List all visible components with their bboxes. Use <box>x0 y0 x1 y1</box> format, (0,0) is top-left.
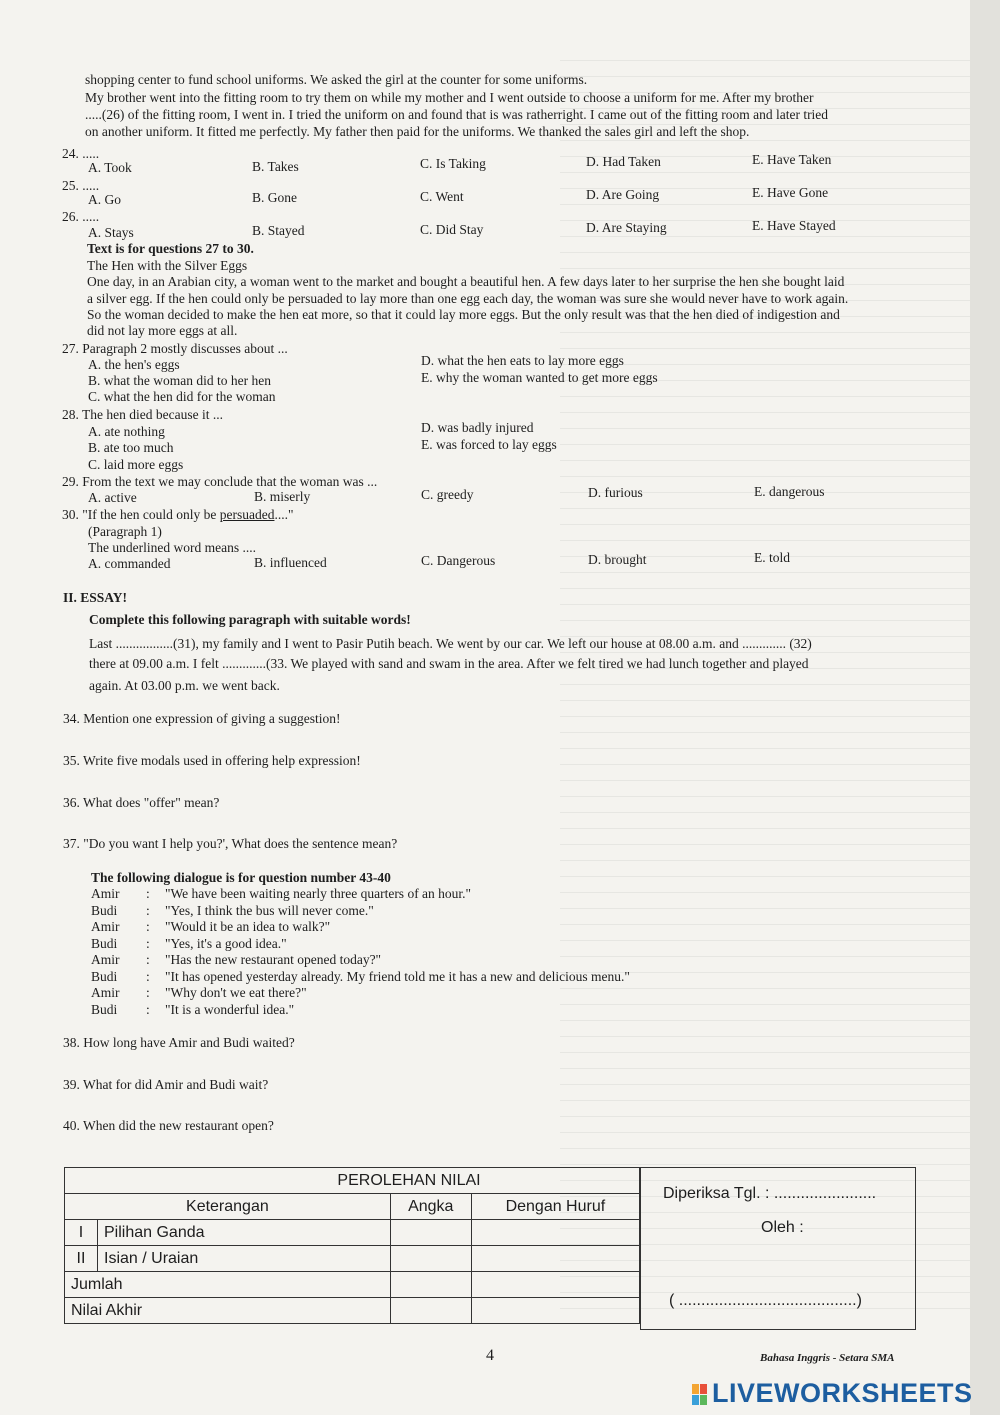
option-e[interactable]: E. told <box>754 550 790 565</box>
header-angka: Angka <box>390 1194 471 1220</box>
score-cell-huruf[interactable] <box>471 1298 639 1324</box>
option-d[interactable]: D. Are Going <box>586 187 660 202</box>
option-a[interactable]: A. active <box>88 490 137 505</box>
option-b[interactable]: B. Stayed <box>252 223 305 238</box>
checked-date[interactable]: Diperiksa Tgl. : ....................... <box>663 1185 877 1202</box>
option-d[interactable]: D. Had Taken <box>586 154 661 169</box>
option-b[interactable]: B. ate too much <box>88 440 174 455</box>
dialogue-line: "Yes, it's a good idea." <box>165 936 287 951</box>
row-label: Isian / Uraian <box>98 1246 391 1272</box>
passage-line: shopping center to fund school uniforms. We asked the girl at the counter for some uniforms. <box>85 72 588 87</box>
dialogue-line: "Why don't we eat there?" <box>165 985 307 1000</box>
speaker-name: Amir <box>91 985 120 1000</box>
story-line: One day, in an Arabian city, a woman went to the market and bought a beautiful hen. A few days later to her surprise the hen she bought laid <box>87 274 845 289</box>
story-line: did not lay more eggs at all. <box>87 323 238 338</box>
speaker-colon: : <box>146 969 150 984</box>
essay-paragraph-line[interactable]: Last .................(31), my family and I went to Pasir Putih beach. We went by our car. We left our house at 08.00 a.m. and ............. (32) <box>89 636 812 651</box>
story-title: The Hen with the Silver Eggs <box>87 258 248 273</box>
option-d[interactable]: D. was badly injured <box>421 420 534 435</box>
score-table <box>64 1167 640 1324</box>
story-line: a silver egg. If the hen could only be persuaded to lay more than one egg each day, the woman was sure she would never have to work again. <box>87 291 849 306</box>
dialogue-line: "It has opened yesterday already. My friend told me it has a new and delicious menu." <box>165 969 630 984</box>
essay-paragraph-line[interactable]: there at 09.00 a.m. I felt .............(33. We played with sand and swam in the area. After we felt tired we had lunch together and played <box>89 656 809 671</box>
speaker-colon: : <box>146 985 150 1000</box>
option-c[interactable]: C. what the hen did for the woman <box>88 389 276 404</box>
option-a[interactable]: A. ate nothing <box>88 424 165 439</box>
row-number: I <box>65 1220 98 1246</box>
essay-question: 39. What for did Amir and Budi wait? <box>63 1077 269 1092</box>
question-stem: 29. From the text we may conclude that the woman was ... <box>62 474 378 489</box>
story-line: So the woman decided to make the hen eat more, so that it could lay more eggs. But the only result was that the hen died of indigestion and <box>87 307 840 322</box>
option-c[interactable]: C. Did Stay <box>420 222 484 237</box>
dialogue-line: "We have been waiting nearly three quarters of an hour." <box>165 886 472 901</box>
speaker-colon: : <box>146 936 150 951</box>
row-label-final: Nilai Akhir <box>65 1298 391 1324</box>
score-cell-huruf[interactable] <box>471 1246 639 1272</box>
dialogue-line: "Would it be an idea to walk?" <box>165 919 331 934</box>
essay-question: 38. How long have Amir and Budi waited? <box>63 1035 295 1050</box>
option-a[interactable]: A. Stays <box>88 225 134 240</box>
option-b[interactable]: B. influenced <box>254 555 327 570</box>
option-d[interactable]: D. Are Staying <box>586 220 667 235</box>
bleed-through-texture <box>560 60 980 1320</box>
speaker-name: Budi <box>91 903 118 918</box>
speaker-name: Budi <box>91 936 118 951</box>
passage-line: on another uniform. It fitted me perfectly. My father then paid for the uniforms. We thanked the sales girl and left the shop. <box>85 124 750 139</box>
speaker-name: Budi <box>91 1002 118 1017</box>
scan-edge <box>970 0 1000 1415</box>
speaker-colon: : <box>146 1002 150 1017</box>
liveworksheets-watermark: LIVEWORKSHEETS <box>712 1378 973 1408</box>
speaker-colon: : <box>146 886 150 901</box>
essay-heading: II. ESSAY! <box>63 590 128 605</box>
question-number: 26. ..... <box>62 209 100 224</box>
essay-question: 36. What does "offer" mean? <box>63 795 220 810</box>
option-c[interactable]: C. laid more eggs <box>88 457 184 472</box>
section-heading: Text is for questions 27 to 30. <box>87 241 254 256</box>
option-a[interactable]: A. Took <box>88 160 132 175</box>
speaker-name: Amir <box>91 919 120 934</box>
dialogue-heading: The following dialogue is for question number 43-40 <box>91 870 391 885</box>
option-a[interactable]: A. commanded <box>88 556 171 571</box>
option-c[interactable]: C. Is Taking <box>420 156 486 171</box>
header-dengan-huruf: Dengan Huruf <box>471 1194 639 1220</box>
option-b[interactable]: B. Takes <box>252 159 299 174</box>
essay-question: 35. Write five modals used in offering help expression! <box>63 753 361 768</box>
score-cell-angka[interactable] <box>390 1298 471 1324</box>
question-paragraph-ref: (Paragraph 1) <box>88 524 162 539</box>
subject-footer: Bahasa Inggris - Setara SMA <box>760 1352 895 1364</box>
speaker-name: Amir <box>91 952 120 967</box>
option-c[interactable]: C. Went <box>420 189 464 204</box>
option-e[interactable]: E. dangerous <box>754 484 825 499</box>
score-cell-huruf[interactable] <box>471 1272 639 1298</box>
signature-line[interactable]: ( ........................................) <box>669 1292 862 1309</box>
question-stem: 27. Paragraph 2 mostly discusses about ... <box>62 341 288 356</box>
checked-by-label: Oleh : <box>761 1219 804 1236</box>
question-sub: The underlined word means .... <box>88 540 256 555</box>
speaker-name: Budi <box>91 969 118 984</box>
option-b[interactable]: B. Gone <box>252 190 297 205</box>
option-c[interactable]: C. greedy <box>421 487 474 502</box>
dialogue-line: "Has the new restaurant opened today?" <box>165 952 382 967</box>
row-label-total: Jumlah <box>65 1272 391 1298</box>
speaker-colon: : <box>146 952 150 967</box>
row-number: II <box>65 1246 98 1272</box>
score-table-title: PEROLEHAN NILAI <box>65 1168 640 1194</box>
checked-by-box <box>640 1167 916 1330</box>
speaker-name: Amir <box>91 886 120 901</box>
page-number: 4 <box>486 1347 494 1364</box>
option-e[interactable]: E. Have Stayed <box>752 218 836 233</box>
option-c[interactable]: C. Dangerous <box>421 553 496 568</box>
option-e[interactable]: E. was forced to lay eggs <box>421 437 557 452</box>
question-number: 24. ..... <box>62 146 100 161</box>
essay-instruction: Complete this following paragraph with suitable words! <box>89 612 411 627</box>
option-e[interactable]: E. Have Taken <box>752 152 832 167</box>
dialogue-line: "Yes, I think the bus will never come." <box>165 903 374 918</box>
liveworksheets-logo-icon <box>692 1384 708 1406</box>
row-label: Pilihan Ganda <box>98 1220 391 1246</box>
option-a[interactable]: A. the hen's eggs <box>88 357 180 372</box>
option-e[interactable]: E. Have Gone <box>752 185 829 200</box>
score-cell-huruf[interactable] <box>471 1220 639 1246</box>
passage-line: My brother went into the fitting room to try them on while my mother and I went outside to choose a uniform for me. After my brother <box>85 90 814 105</box>
essay-question: 34. Mention one expression of giving a suggestion! <box>63 711 341 726</box>
passage-line: .....(26) of the fitting room, I went in. I tried the uniform on and found that is was ratherright. I came out of the fitting room and later tried <box>85 107 829 122</box>
dialogue-line: "It is a wonderful idea." <box>165 1002 295 1017</box>
option-e[interactable]: E. why the woman wanted to get more eggs <box>421 370 658 385</box>
score-cell-angka[interactable] <box>390 1246 471 1272</box>
essay-question: 37. "Do you want I help you?', What does the sentence mean? <box>63 836 398 851</box>
option-d[interactable]: D. what the hen eats to lay more eggs <box>421 353 624 368</box>
speaker-colon: : <box>146 919 150 934</box>
score-cell-angka[interactable] <box>390 1220 471 1246</box>
essay-paragraph-line: again. At 03.00 p.m. we went back. <box>89 678 280 693</box>
underlined-word: persuaded <box>219 507 275 522</box>
option-b[interactable]: B. what the woman did to her hen <box>88 373 271 388</box>
option-b[interactable]: B. miserly <box>254 489 311 504</box>
option-d[interactable]: D. furious <box>588 485 643 500</box>
question-stem: 28. The hen died because it ... <box>62 407 223 422</box>
speaker-colon: : <box>146 903 150 918</box>
option-d[interactable]: D. brought <box>588 552 647 567</box>
question-stem: 30. "If the hen could only be persuaded...." <box>62 507 294 522</box>
essay-question: 40. When did the new restaurant open? <box>63 1118 274 1133</box>
question-number: 25. ..... <box>62 178 100 193</box>
score-cell-angka[interactable] <box>390 1272 471 1298</box>
option-a[interactable]: A. Go <box>88 192 121 207</box>
header-keterangan: Keterangan <box>65 1194 391 1220</box>
